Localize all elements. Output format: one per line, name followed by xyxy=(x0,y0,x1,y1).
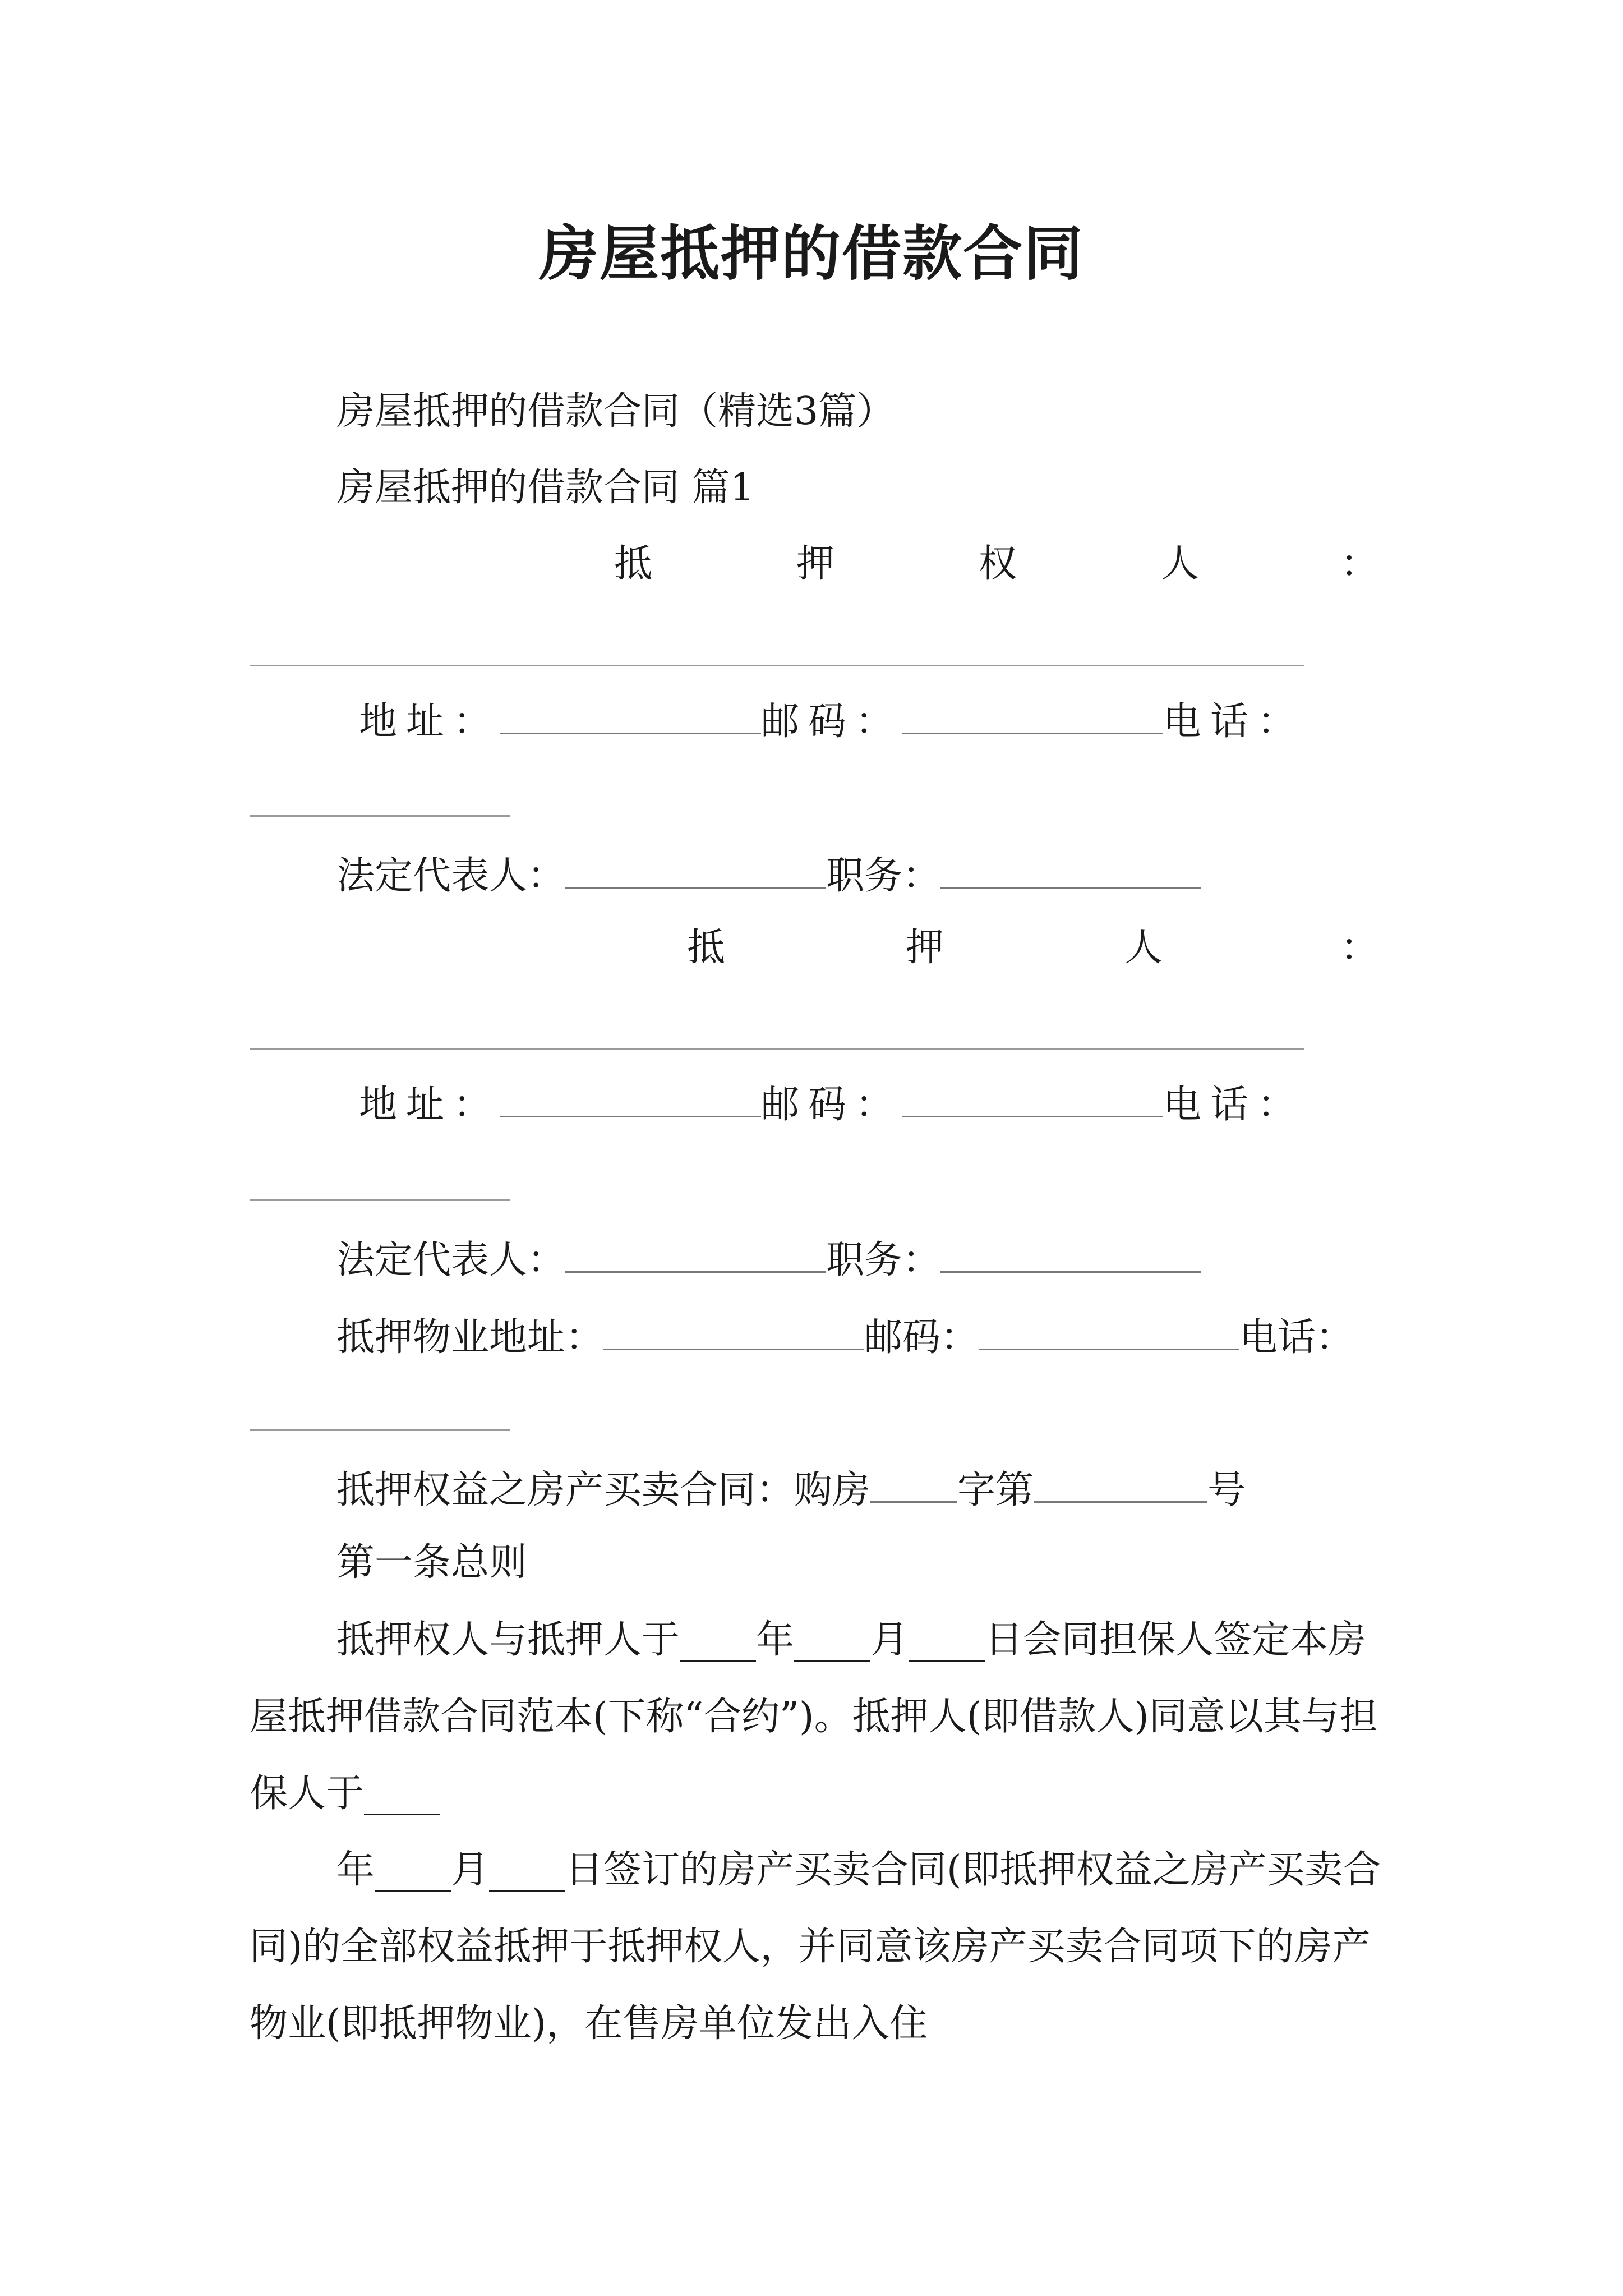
contract-ref-blank-2 xyxy=(1034,1467,1207,1503)
address-label: 地址： xyxy=(359,1083,501,1128)
position-blank xyxy=(940,1237,1201,1273)
mortgagor-rep-row xyxy=(336,1237,1201,1283)
postcode-label: 邮码： xyxy=(761,700,903,744)
contract-ref-row xyxy=(336,1467,1246,1513)
contract-ref-suffix: 号 xyxy=(1207,1468,1246,1513)
mortgagor-char: 押 xyxy=(906,926,944,970)
postcode-blank xyxy=(902,698,1163,734)
phone-blank xyxy=(250,1199,510,1201)
mortgagor-char: 人 xyxy=(1124,926,1163,970)
property-phone-label: 电话： xyxy=(1239,1315,1354,1360)
property-row xyxy=(336,1314,1354,1360)
legal-rep-blank xyxy=(565,1237,826,1273)
mortgagee-char: 人 xyxy=(1161,542,1200,586)
mortgagee-char: ： xyxy=(1340,542,1379,586)
property-phone-blank xyxy=(250,1429,510,1431)
address-blank xyxy=(500,1082,761,1117)
position-label: 职务： xyxy=(826,1238,941,1283)
mortgagee-char: 抵 xyxy=(614,542,653,586)
position-label: 职务： xyxy=(826,854,941,899)
property-postcode-label: 邮码： xyxy=(864,1315,979,1360)
mortgagor-char: ： xyxy=(1340,926,1379,970)
document-title: 房屋抵押的借款合同 xyxy=(539,219,1084,288)
mortgagee-name-blank xyxy=(250,665,1304,666)
property-address-blank xyxy=(603,1314,864,1350)
address-label: 地址： xyxy=(359,700,501,744)
article1-heading: 第一条总则 xyxy=(336,1540,528,1585)
phone-label: 电话： xyxy=(1163,700,1305,744)
mortgagor-contact-row xyxy=(359,1082,1305,1128)
mortgagee-contact-row xyxy=(359,698,1305,744)
address-blank xyxy=(500,698,761,734)
mortgagee-rep-row xyxy=(336,853,1201,899)
contract-ref-blank-1 xyxy=(870,1467,957,1503)
phone-label: 电话： xyxy=(1163,1083,1305,1128)
mortgagor-name-blank xyxy=(250,1048,1304,1050)
section-heading: 房屋抵押的借款合同 篇1 xyxy=(336,466,754,510)
phone-blank xyxy=(250,815,510,817)
mortgagee-char: 权 xyxy=(979,542,1017,586)
property-postcode-blank xyxy=(979,1314,1239,1350)
position-blank xyxy=(940,853,1201,889)
legal-rep-label: 法定代表人： xyxy=(336,854,566,899)
contract-ref-prefix: 抵押权益之房产买卖合同：购房 xyxy=(336,1468,871,1513)
legal-rep-label: 法定代表人： xyxy=(336,1238,566,1283)
paragraph-2: 年____月____日签订的房产买卖合同(即抵押权益之房产买卖合同)的全部权益抵押于抵押权人，并同意该房产买卖合同项下的房产物业(即抵押物业)，在售房单位发出入住 xyxy=(250,1848,1381,2046)
mortgagee-char: 押 xyxy=(796,542,835,586)
legal-rep-blank xyxy=(565,853,826,889)
property-address-label: 抵押物业地址： xyxy=(336,1315,604,1360)
postcode-label: 邮码： xyxy=(761,1083,903,1128)
contract-ref-mid: 字第 xyxy=(957,1468,1034,1513)
document-subtitle: 房屋抵押的借款合同（精选3篇） xyxy=(336,389,895,434)
paragraph-1: 抵押权人与抵押人于____年____月____日会同担保人签定本房屋抵押借款合同范本(下称“合约”)。抵押人(即借款人)同意以其与担保人于____ xyxy=(250,1618,1378,1816)
postcode-blank xyxy=(902,1082,1163,1117)
mortgagor-char: 抵 xyxy=(687,926,726,970)
